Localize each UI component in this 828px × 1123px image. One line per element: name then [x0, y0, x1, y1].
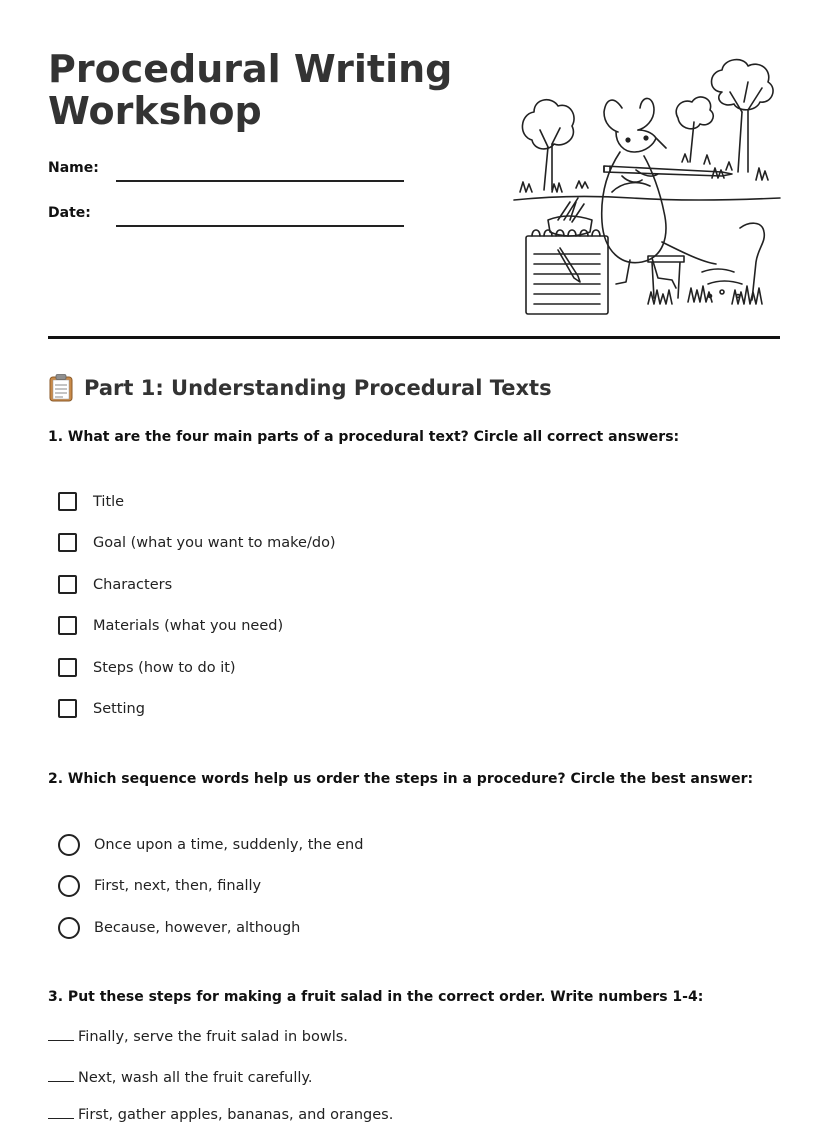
- checkbox[interactable]: [58, 575, 77, 594]
- q1-option-title[interactable]: [58, 492, 124, 511]
- radio-button[interactable]: [58, 834, 80, 856]
- option-label: Setting: [93, 700, 145, 717]
- number-blank[interactable]: [48, 1106, 74, 1119]
- step-text: First, gather apples, bananas, and oranges.: [78, 1107, 394, 1123]
- q1-option-steps[interactable]: [58, 658, 236, 677]
- option-label: Goal (what you want to make/do): [93, 534, 336, 551]
- q3-step-2: [48, 1069, 313, 1086]
- clipboard-icon: [48, 374, 74, 402]
- checkbox[interactable]: [58, 492, 77, 511]
- section-divider: [48, 336, 780, 339]
- number-blank[interactable]: [48, 1069, 74, 1082]
- checkbox[interactable]: [58, 533, 77, 552]
- part1-heading: [48, 374, 552, 402]
- date-label: Date:: [48, 205, 91, 221]
- title-line-1: Procedural Writing: [48, 47, 453, 91]
- date-field[interactable]: [116, 225, 404, 227]
- checkbox[interactable]: [58, 616, 77, 635]
- option-label: Steps (how to do it): [93, 659, 236, 676]
- q1-option-characters[interactable]: [58, 575, 172, 594]
- q3-step-3: [48, 1106, 393, 1123]
- radio-button[interactable]: [58, 917, 80, 939]
- option-label: First, next, then, finally: [94, 878, 262, 894]
- q2-option-2[interactable]: [58, 875, 261, 897]
- q3-step-1: [48, 1028, 348, 1045]
- title-line-2: Workshop: [48, 89, 262, 133]
- worksheet-title: [48, 48, 452, 132]
- part1-heading-text: Part 1: Understanding Procedural Texts: [84, 376, 552, 400]
- q1-option-materials[interactable]: [58, 616, 283, 635]
- name-field[interactable]: [116, 180, 404, 182]
- q1-option-setting[interactable]: [58, 699, 145, 718]
- checkbox[interactable]: [58, 658, 77, 677]
- option-label: Materials (what you need): [93, 617, 284, 634]
- question-2: 2. Which sequence words help us order the steps in a procedure? Circle the best answer:: [48, 771, 754, 787]
- step-text: Next, wash all the fruit carefully.: [78, 1070, 313, 1086]
- option-label: Because, however, although: [94, 920, 301, 936]
- question-3: 3. Put these steps for making a fruit salad in the correct order. Write numbers 1-4:: [48, 989, 704, 1005]
- option-label: Title: [93, 493, 125, 510]
- checkbox[interactable]: [58, 699, 77, 718]
- option-label: Once upon a time, suddenly, the end: [94, 837, 364, 853]
- radio-button[interactable]: [58, 875, 80, 897]
- option-label: Characters: [93, 576, 173, 593]
- q2-option-3[interactable]: [58, 917, 300, 939]
- q1-option-goal[interactable]: [58, 533, 336, 552]
- q2-option-1[interactable]: [58, 834, 363, 856]
- question-1: 1. What are the four main parts of a procedural text? Circle all correct answers:: [48, 429, 680, 445]
- name-label: Name:: [48, 160, 99, 176]
- kangaroo-writing-illustration: [512, 52, 782, 317]
- number-blank[interactable]: [48, 1028, 74, 1041]
- step-text: Finally, serve the fruit salad in bowls.: [78, 1029, 348, 1045]
